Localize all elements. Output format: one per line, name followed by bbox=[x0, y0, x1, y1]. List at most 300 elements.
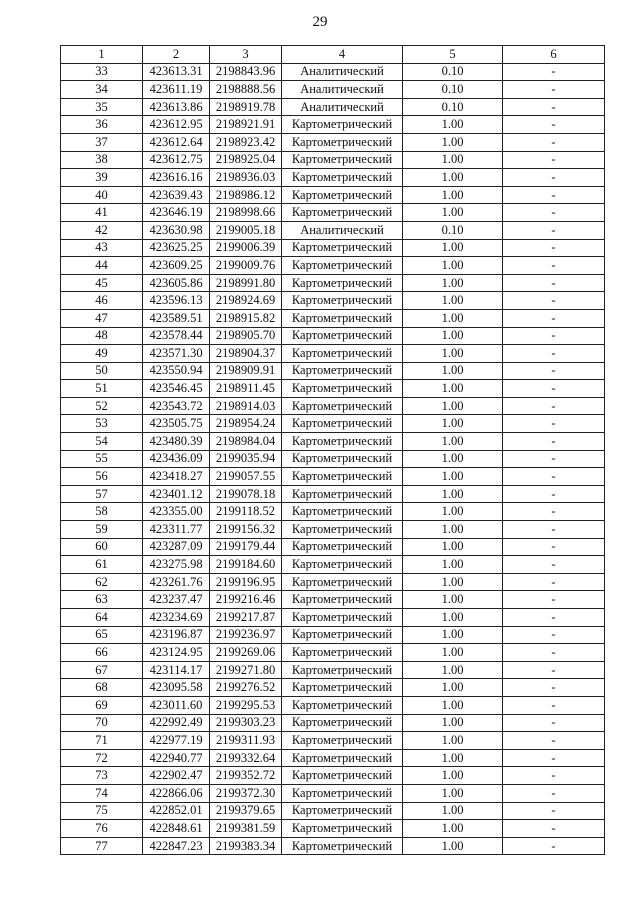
point-number-cell: 44 bbox=[61, 257, 143, 275]
table-row bbox=[61, 151, 605, 169]
y-coordinate-cell: 2199352.72 bbox=[210, 767, 282, 785]
note-cell: - bbox=[503, 63, 605, 81]
method-cell: Картометрический bbox=[282, 169, 403, 187]
x-coordinate-cell: 423436.09 bbox=[143, 450, 210, 468]
table-row bbox=[61, 239, 605, 257]
point-number-cell: 72 bbox=[61, 749, 143, 767]
y-coordinate-cell: 2198915.82 bbox=[210, 309, 282, 327]
accuracy-cell: 1.00 bbox=[403, 292, 503, 310]
note-cell: - bbox=[503, 204, 605, 222]
y-coordinate-cell: 2198923.42 bbox=[210, 133, 282, 151]
y-coordinate-cell: 2199311.93 bbox=[210, 732, 282, 750]
y-coordinate-cell: 2198843.96 bbox=[210, 63, 282, 81]
table-row bbox=[61, 204, 605, 222]
accuracy-cell: 1.00 bbox=[403, 169, 503, 187]
y-coordinate-cell: 2198998.66 bbox=[210, 204, 282, 222]
note-cell: - bbox=[503, 696, 605, 714]
y-coordinate-cell: 2199276.52 bbox=[210, 679, 282, 697]
table-row bbox=[61, 133, 605, 151]
x-coordinate-cell: 422847.23 bbox=[143, 837, 210, 855]
accuracy-cell: 1.00 bbox=[403, 362, 503, 380]
method-cell: Картометрический bbox=[282, 450, 403, 468]
accuracy-cell: 1.00 bbox=[403, 591, 503, 609]
point-number-cell: 62 bbox=[61, 573, 143, 591]
point-number-cell: 35 bbox=[61, 98, 143, 116]
accuracy-cell: 1.00 bbox=[403, 696, 503, 714]
accuracy-cell: 1.00 bbox=[403, 380, 503, 398]
method-cell: Картометрический bbox=[282, 644, 403, 662]
accuracy-cell: 1.00 bbox=[403, 626, 503, 644]
table-row bbox=[61, 415, 605, 433]
table-row bbox=[61, 274, 605, 292]
table-row bbox=[61, 661, 605, 679]
point-number-cell: 70 bbox=[61, 714, 143, 732]
note-cell: - bbox=[503, 450, 605, 468]
x-coordinate-cell: 423401.12 bbox=[143, 485, 210, 503]
accuracy-cell: 1.00 bbox=[403, 802, 503, 820]
x-coordinate-cell: 423616.16 bbox=[143, 169, 210, 187]
point-number-cell: 42 bbox=[61, 221, 143, 239]
x-coordinate-cell: 422940.77 bbox=[143, 749, 210, 767]
note-cell: - bbox=[503, 169, 605, 187]
x-coordinate-cell: 423639.43 bbox=[143, 186, 210, 204]
y-coordinate-cell: 2199383.34 bbox=[210, 837, 282, 855]
accuracy-cell: 0.10 bbox=[403, 81, 503, 99]
point-number-cell: 60 bbox=[61, 538, 143, 556]
table-row bbox=[61, 503, 605, 521]
x-coordinate-cell: 423605.86 bbox=[143, 274, 210, 292]
method-cell: Картометрический bbox=[282, 415, 403, 433]
x-coordinate-cell: 422866.06 bbox=[143, 784, 210, 802]
method-cell: Картометрический bbox=[282, 837, 403, 855]
table-row bbox=[61, 81, 605, 99]
y-coordinate-cell: 2199057.55 bbox=[210, 468, 282, 486]
accuracy-cell: 1.00 bbox=[403, 116, 503, 134]
x-coordinate-cell: 423196.87 bbox=[143, 626, 210, 644]
method-cell: Картометрический bbox=[282, 609, 403, 627]
note-cell: - bbox=[503, 327, 605, 345]
point-number-cell: 61 bbox=[61, 556, 143, 574]
table-row bbox=[61, 380, 605, 398]
note-cell: - bbox=[503, 292, 605, 310]
note-cell: - bbox=[503, 538, 605, 556]
point-number-cell: 65 bbox=[61, 626, 143, 644]
note-cell: - bbox=[503, 661, 605, 679]
x-coordinate-cell: 423550.94 bbox=[143, 362, 210, 380]
method-cell: Картометрический bbox=[282, 749, 403, 767]
note-cell: - bbox=[503, 784, 605, 802]
table-row bbox=[61, 485, 605, 503]
x-coordinate-cell: 423612.64 bbox=[143, 133, 210, 151]
method-cell: Картометрический bbox=[282, 274, 403, 292]
column-header: 4 bbox=[282, 46, 403, 64]
method-cell: Аналитический bbox=[282, 81, 403, 99]
point-number-cell: 63 bbox=[61, 591, 143, 609]
point-number-cell: 64 bbox=[61, 609, 143, 627]
y-coordinate-cell: 2199217.87 bbox=[210, 609, 282, 627]
note-cell: - bbox=[503, 767, 605, 785]
x-coordinate-cell: 423011.60 bbox=[143, 696, 210, 714]
point-number-cell: 46 bbox=[61, 292, 143, 310]
accuracy-cell: 0.10 bbox=[403, 98, 503, 116]
note-cell: - bbox=[503, 415, 605, 433]
note-cell: - bbox=[503, 837, 605, 855]
y-coordinate-cell: 2199303.23 bbox=[210, 714, 282, 732]
point-number-cell: 34 bbox=[61, 81, 143, 99]
note-cell: - bbox=[503, 732, 605, 750]
column-header: 6 bbox=[503, 46, 605, 64]
point-number-cell: 45 bbox=[61, 274, 143, 292]
note-cell: - bbox=[503, 186, 605, 204]
note-cell: - bbox=[503, 98, 605, 116]
header-row bbox=[61, 46, 605, 64]
accuracy-cell: 0.10 bbox=[403, 63, 503, 81]
accuracy-cell: 1.00 bbox=[403, 714, 503, 732]
y-coordinate-cell: 2198924.69 bbox=[210, 292, 282, 310]
table-row bbox=[61, 292, 605, 310]
note-cell: - bbox=[503, 556, 605, 574]
point-number-cell: 59 bbox=[61, 521, 143, 539]
x-coordinate-cell: 423613.31 bbox=[143, 63, 210, 81]
y-coordinate-cell: 2198921.91 bbox=[210, 116, 282, 134]
table-row bbox=[61, 221, 605, 239]
table-row bbox=[61, 327, 605, 345]
table-row bbox=[61, 521, 605, 539]
table-row bbox=[61, 573, 605, 591]
method-cell: Картометрический bbox=[282, 345, 403, 363]
point-number-cell: 41 bbox=[61, 204, 143, 222]
table-row bbox=[61, 63, 605, 81]
x-coordinate-cell: 423596.13 bbox=[143, 292, 210, 310]
table-row bbox=[61, 397, 605, 415]
x-coordinate-cell: 422852.01 bbox=[143, 802, 210, 820]
method-cell: Картометрический bbox=[282, 257, 403, 275]
note-cell: - bbox=[503, 345, 605, 363]
note-cell: - bbox=[503, 433, 605, 451]
accuracy-cell: 1.00 bbox=[403, 151, 503, 169]
accuracy-cell: 1.00 bbox=[403, 784, 503, 802]
method-cell: Картометрический bbox=[282, 327, 403, 345]
accuracy-cell: 1.00 bbox=[403, 749, 503, 767]
x-coordinate-cell: 423261.76 bbox=[143, 573, 210, 591]
table-row bbox=[61, 98, 605, 116]
method-cell: Картометрический bbox=[282, 538, 403, 556]
method-cell: Аналитический bbox=[282, 98, 403, 116]
point-number-cell: 68 bbox=[61, 679, 143, 697]
method-cell: Картометрический bbox=[282, 820, 403, 838]
x-coordinate-cell: 423612.95 bbox=[143, 116, 210, 134]
x-coordinate-cell: 423287.09 bbox=[143, 538, 210, 556]
method-cell: Картометрический bbox=[282, 573, 403, 591]
accuracy-cell: 1.00 bbox=[403, 503, 503, 521]
table-header bbox=[61, 46, 605, 64]
point-number-cell: 40 bbox=[61, 186, 143, 204]
point-number-cell: 51 bbox=[61, 380, 143, 398]
y-coordinate-cell: 2199156.32 bbox=[210, 521, 282, 539]
note-cell: - bbox=[503, 644, 605, 662]
note-cell: - bbox=[503, 257, 605, 275]
x-coordinate-cell: 423611.19 bbox=[143, 81, 210, 99]
accuracy-cell: 1.00 bbox=[403, 837, 503, 855]
x-coordinate-cell: 423625.25 bbox=[143, 239, 210, 257]
x-coordinate-cell: 422902.47 bbox=[143, 767, 210, 785]
method-cell: Картометрический bbox=[282, 186, 403, 204]
note-cell: - bbox=[503, 485, 605, 503]
table-row bbox=[61, 362, 605, 380]
point-number-cell: 36 bbox=[61, 116, 143, 134]
note-cell: - bbox=[503, 362, 605, 380]
accuracy-cell: 1.00 bbox=[403, 485, 503, 503]
table-body bbox=[61, 63, 605, 855]
method-cell: Картометрический bbox=[282, 151, 403, 169]
table-row bbox=[61, 186, 605, 204]
point-number-cell: 57 bbox=[61, 485, 143, 503]
y-coordinate-cell: 2198888.56 bbox=[210, 81, 282, 99]
method-cell: Картометрический bbox=[282, 204, 403, 222]
note-cell: - bbox=[503, 221, 605, 239]
point-number-cell: 37 bbox=[61, 133, 143, 151]
x-coordinate-cell: 423275.98 bbox=[143, 556, 210, 574]
accuracy-cell: 1.00 bbox=[403, 556, 503, 574]
table-row bbox=[61, 714, 605, 732]
y-coordinate-cell: 2198954.24 bbox=[210, 415, 282, 433]
method-cell: Картометрический bbox=[282, 661, 403, 679]
method-cell: Картометрический bbox=[282, 696, 403, 714]
table-row bbox=[61, 468, 605, 486]
y-coordinate-cell: 2198936.03 bbox=[210, 169, 282, 187]
table-row bbox=[61, 767, 605, 785]
y-coordinate-cell: 2198911.45 bbox=[210, 380, 282, 398]
method-cell: Картометрический bbox=[282, 239, 403, 257]
method-cell: Картометрический bbox=[282, 380, 403, 398]
column-header: 1 bbox=[61, 46, 143, 64]
method-cell: Картометрический bbox=[282, 732, 403, 750]
table-row bbox=[61, 257, 605, 275]
y-coordinate-cell: 2199179.44 bbox=[210, 538, 282, 556]
x-coordinate-cell: 422977.19 bbox=[143, 732, 210, 750]
y-coordinate-cell: 2199118.52 bbox=[210, 503, 282, 521]
point-number-cell: 39 bbox=[61, 169, 143, 187]
accuracy-cell: 1.00 bbox=[403, 732, 503, 750]
point-number-cell: 43 bbox=[61, 239, 143, 257]
x-coordinate-cell: 423609.25 bbox=[143, 257, 210, 275]
x-coordinate-cell: 423355.00 bbox=[143, 503, 210, 521]
table-row bbox=[61, 591, 605, 609]
y-coordinate-cell: 2199009.76 bbox=[210, 257, 282, 275]
x-coordinate-cell: 423480.39 bbox=[143, 433, 210, 451]
accuracy-cell: 1.00 bbox=[403, 257, 503, 275]
x-coordinate-cell: 423613.86 bbox=[143, 98, 210, 116]
x-coordinate-cell: 422848.61 bbox=[143, 820, 210, 838]
method-cell: Картометрический bbox=[282, 503, 403, 521]
y-coordinate-cell: 2198986.12 bbox=[210, 186, 282, 204]
method-cell: Картометрический bbox=[282, 292, 403, 310]
point-number-cell: 47 bbox=[61, 309, 143, 327]
y-coordinate-cell: 2198904.37 bbox=[210, 345, 282, 363]
accuracy-cell: 1.00 bbox=[403, 204, 503, 222]
note-cell: - bbox=[503, 802, 605, 820]
table-row bbox=[61, 644, 605, 662]
table-row bbox=[61, 556, 605, 574]
point-number-cell: 66 bbox=[61, 644, 143, 662]
accuracy-cell: 1.00 bbox=[403, 327, 503, 345]
y-coordinate-cell: 2199271.80 bbox=[210, 661, 282, 679]
table-row bbox=[61, 837, 605, 855]
table-row bbox=[61, 679, 605, 697]
note-cell: - bbox=[503, 133, 605, 151]
page-number: 29 bbox=[312, 14, 328, 30]
note-cell: - bbox=[503, 679, 605, 697]
note-cell: - bbox=[503, 591, 605, 609]
x-coordinate-cell: 423589.51 bbox=[143, 309, 210, 327]
y-coordinate-cell: 2199035.94 bbox=[210, 450, 282, 468]
point-number-cell: 71 bbox=[61, 732, 143, 750]
method-cell: Картометрический bbox=[282, 485, 403, 503]
accuracy-cell: 1.00 bbox=[403, 133, 503, 151]
note-cell: - bbox=[503, 503, 605, 521]
x-coordinate-cell: 422992.49 bbox=[143, 714, 210, 732]
method-cell: Картометрический bbox=[282, 397, 403, 415]
y-coordinate-cell: 2199372.30 bbox=[210, 784, 282, 802]
accuracy-cell: 1.00 bbox=[403, 661, 503, 679]
point-number-cell: 33 bbox=[61, 63, 143, 81]
accuracy-cell: 1.00 bbox=[403, 521, 503, 539]
y-coordinate-cell: 2199184.60 bbox=[210, 556, 282, 574]
table-row bbox=[61, 626, 605, 644]
y-coordinate-cell: 2198984.04 bbox=[210, 433, 282, 451]
table-row bbox=[61, 784, 605, 802]
accuracy-cell: 1.00 bbox=[403, 345, 503, 363]
x-coordinate-cell: 423114.17 bbox=[143, 661, 210, 679]
x-coordinate-cell: 423543.72 bbox=[143, 397, 210, 415]
method-cell: Картометрический bbox=[282, 133, 403, 151]
accuracy-cell: 1.00 bbox=[403, 820, 503, 838]
method-cell: Картометрический bbox=[282, 767, 403, 785]
table-row bbox=[61, 732, 605, 750]
method-cell: Картометрический bbox=[282, 556, 403, 574]
method-cell: Картометрический bbox=[282, 468, 403, 486]
table-row bbox=[61, 538, 605, 556]
table-row bbox=[61, 309, 605, 327]
x-coordinate-cell: 423234.69 bbox=[143, 609, 210, 627]
y-coordinate-cell: 2198905.70 bbox=[210, 327, 282, 345]
y-coordinate-cell: 2199295.53 bbox=[210, 696, 282, 714]
y-coordinate-cell: 2199379.65 bbox=[210, 802, 282, 820]
table-row bbox=[61, 749, 605, 767]
method-cell: Картометрический bbox=[282, 433, 403, 451]
accuracy-cell: 0.10 bbox=[403, 221, 503, 239]
x-coordinate-cell: 423311.77 bbox=[143, 521, 210, 539]
x-coordinate-cell: 423124.95 bbox=[143, 644, 210, 662]
x-coordinate-cell: 423237.47 bbox=[143, 591, 210, 609]
point-number-cell: 49 bbox=[61, 345, 143, 363]
method-cell: Картометрический bbox=[282, 309, 403, 327]
point-number-cell: 52 bbox=[61, 397, 143, 415]
accuracy-cell: 1.00 bbox=[403, 309, 503, 327]
method-cell: Картометрический bbox=[282, 679, 403, 697]
x-coordinate-cell: 423505.75 bbox=[143, 415, 210, 433]
accuracy-cell: 1.00 bbox=[403, 433, 503, 451]
point-number-cell: 53 bbox=[61, 415, 143, 433]
point-number-cell: 69 bbox=[61, 696, 143, 714]
method-cell: Картометрический bbox=[282, 591, 403, 609]
note-cell: - bbox=[503, 468, 605, 486]
coordinates-table bbox=[60, 45, 605, 855]
note-cell: - bbox=[503, 274, 605, 292]
point-number-cell: 67 bbox=[61, 661, 143, 679]
method-cell: Картометрический bbox=[282, 802, 403, 820]
column-header: 3 bbox=[210, 46, 282, 64]
note-cell: - bbox=[503, 573, 605, 591]
y-coordinate-cell: 2199236.97 bbox=[210, 626, 282, 644]
column-header: 2 bbox=[143, 46, 210, 64]
point-number-cell: 76 bbox=[61, 820, 143, 838]
accuracy-cell: 1.00 bbox=[403, 679, 503, 697]
method-cell: Картометрический bbox=[282, 784, 403, 802]
method-cell: Аналитический bbox=[282, 63, 403, 81]
y-coordinate-cell: 2198925.04 bbox=[210, 151, 282, 169]
accuracy-cell: 1.00 bbox=[403, 415, 503, 433]
table-row bbox=[61, 609, 605, 627]
y-coordinate-cell: 2199078.18 bbox=[210, 485, 282, 503]
y-coordinate-cell: 2198914.03 bbox=[210, 397, 282, 415]
y-coordinate-cell: 2198991.80 bbox=[210, 274, 282, 292]
table-row bbox=[61, 802, 605, 820]
accuracy-cell: 1.00 bbox=[403, 644, 503, 662]
y-coordinate-cell: 2199006.39 bbox=[210, 239, 282, 257]
note-cell: - bbox=[503, 380, 605, 398]
y-coordinate-cell: 2198919.78 bbox=[210, 98, 282, 116]
note-cell: - bbox=[503, 151, 605, 169]
table-row bbox=[61, 169, 605, 187]
accuracy-cell: 1.00 bbox=[403, 573, 503, 591]
note-cell: - bbox=[503, 714, 605, 732]
table-row bbox=[61, 116, 605, 134]
note-cell: - bbox=[503, 609, 605, 627]
point-number-cell: 73 bbox=[61, 767, 143, 785]
point-number-cell: 55 bbox=[61, 450, 143, 468]
accuracy-cell: 1.00 bbox=[403, 397, 503, 415]
point-number-cell: 58 bbox=[61, 503, 143, 521]
table-row bbox=[61, 433, 605, 451]
note-cell: - bbox=[503, 626, 605, 644]
point-number-cell: 54 bbox=[61, 433, 143, 451]
note-cell: - bbox=[503, 239, 605, 257]
y-coordinate-cell: 2199332.64 bbox=[210, 749, 282, 767]
x-coordinate-cell: 423095.58 bbox=[143, 679, 210, 697]
note-cell: - bbox=[503, 820, 605, 838]
method-cell: Аналитический bbox=[282, 221, 403, 239]
table-row bbox=[61, 450, 605, 468]
point-number-cell: 50 bbox=[61, 362, 143, 380]
point-number-cell: 48 bbox=[61, 327, 143, 345]
table-row bbox=[61, 696, 605, 714]
point-number-cell: 77 bbox=[61, 837, 143, 855]
y-coordinate-cell: 2199005.18 bbox=[210, 221, 282, 239]
y-coordinate-cell: 2199196.95 bbox=[210, 573, 282, 591]
accuracy-cell: 1.00 bbox=[403, 468, 503, 486]
note-cell: - bbox=[503, 521, 605, 539]
method-cell: Картометрический bbox=[282, 714, 403, 732]
table-row bbox=[61, 820, 605, 838]
x-coordinate-cell: 423630.98 bbox=[143, 221, 210, 239]
note-cell: - bbox=[503, 749, 605, 767]
x-coordinate-cell: 423646.19 bbox=[143, 204, 210, 222]
note-cell: - bbox=[503, 81, 605, 99]
table-row bbox=[61, 345, 605, 363]
y-coordinate-cell: 2199269.06 bbox=[210, 644, 282, 662]
method-cell: Картометрический bbox=[282, 116, 403, 134]
